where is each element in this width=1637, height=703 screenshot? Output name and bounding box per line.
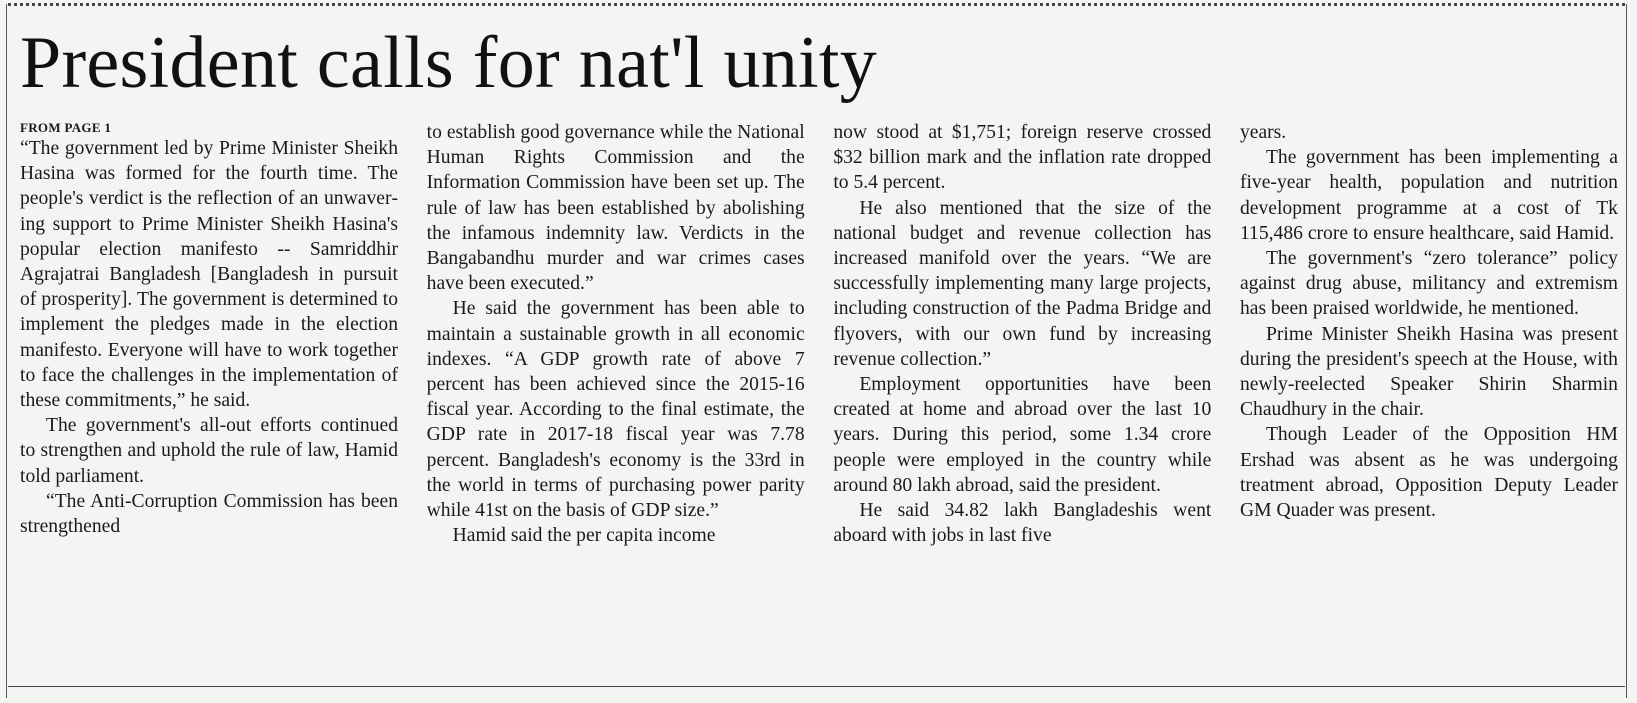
paragraph: Hamid said the per capita income <box>452 525 716 547</box>
paragraph: to establish good governance while the National Human Rights Commission and the Information Commission have been set up. The rule of law has been established by abolishing the infamous indemnity law. Verdicts in the Bangabandhu murder and war crimes cases have been executed.” <box>426 122 805 295</box>
paragraph: years. <box>1239 122 1287 143</box>
paragraph: The government's “zero tolerance” policy against drug abuse, militancy and extremism has been praised worldwide, he mentioned. <box>1239 248 1618 320</box>
column-1 <box>20 120 398 680</box>
headline: President calls for nat'l unity <box>20 22 878 104</box>
article-body <box>20 120 1618 680</box>
paragraph: “The government led by Prime Minister Sheikh Hasina was formed for the fourth time. The people's verdict is the reflection of an unwavering support to Prime Minister Sheikh Hasina's popular election manifesto -- Samriddhir Agrajatrai Bangladesh [Bangladesh in pursuit of prosperity]. The government is determined to implement the pledges made in the election manifesto. Everyone will have to work together to face the challenges in the implementation of these commitments,” he said. <box>20 138 398 412</box>
column-4 <box>1240 120 1618 680</box>
dateline: FROM PAGE 1 <box>20 120 112 135</box>
paragraph: The government has been implementing a five-year health, population and nutrition development programme at a cost of Tk 115,486 crore to ensure healthcare, said Hamid. <box>1239 147 1618 244</box>
paragraph: now stood at $1,751; foreign reserve crossed $32 billion mark and the inflation rate dropped to 5.4 percent. <box>833 122 1212 194</box>
paragraph: Though Leader of the Opposition HM Ershad was absent as he was undergoing treatment abroad, Opposition Deputy Leader GM Quader was present. <box>1239 424 1618 522</box>
paragraph: He said 34.82 lakh Bangladeshis went aboard with jobs in last five <box>833 500 1212 547</box>
column-2 <box>427 120 805 680</box>
column-3 <box>833 120 1211 680</box>
paragraph: He said the government has been able to maintain a sustainable growth in all economic indexes. “A GDP growth rate of above 7 percent has been achieved since the 2015-16 fiscal year. According to the final estimate, the GDP rate in 2017-18 fiscal year was 7.78 percent. Bangladesh's economy is the 33rd in the world in terms of purchasing power parity while 41st on the basis of GDP size.” <box>426 298 805 522</box>
paragraph: Prime Minister Sheikh Hasina was present during the president's speech at the House, with newly-reelected Speaker Shirin Sharmin Chaudhury in the chair. <box>1239 323 1618 421</box>
bottom-rule <box>8 686 1625 687</box>
paragraph: “The Anti-Corruption Commission has been strengthened <box>20 490 398 538</box>
paragraph: The government's all-out efforts continued to strengthen and uphold the rule of law, Hamid told parliament. <box>20 415 398 487</box>
paragraph: Employment opportunities have been created at home and abroad over the last 10 years. During this period, some 1.34 crore people were employed in the country while around 80 lakh abroad, said the president. <box>833 374 1212 496</box>
top-dotted-rule <box>8 3 1625 6</box>
paragraph: He also mentioned that the size of the national budget and revenue collection has increased manifold over the years. “We are successfully implementing many large projects, including construction of the Padma Bridge and flyovers, with our own fund by increasing revenue collection.” <box>833 197 1212 370</box>
